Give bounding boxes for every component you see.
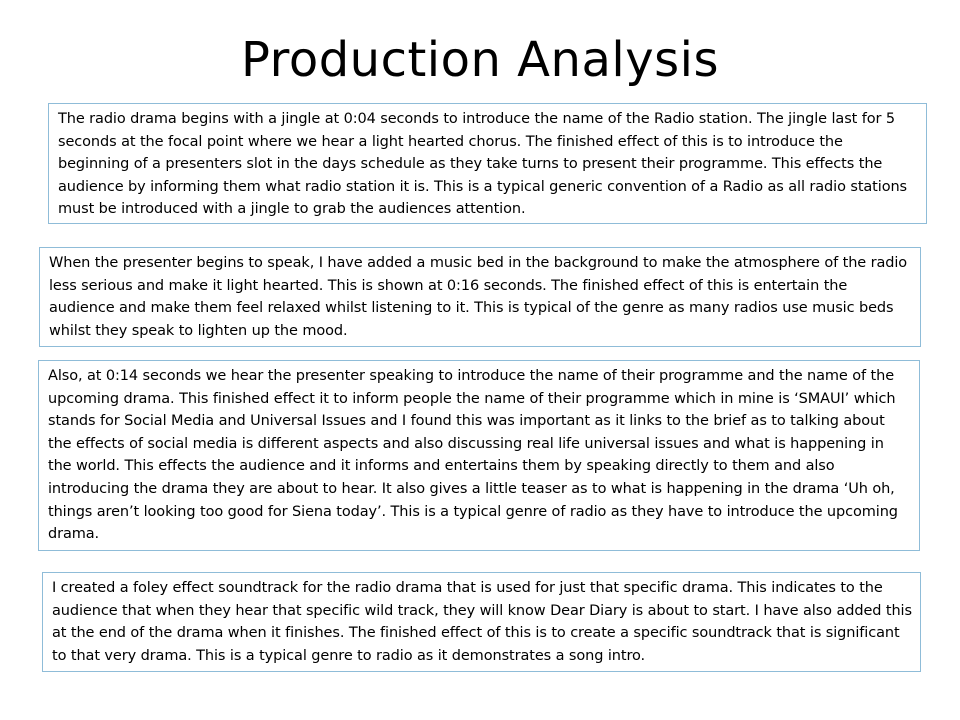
paragraph-box-jingle [48, 103, 927, 224]
paragraph-box-foley-soundtrack [42, 572, 921, 672]
paragraph-text: When the presenter begins to speak, I have added a music bed in the background to make the atmosphere of the radio less serious and make it light hearted. This is shown at 0:16 seconds. The finished effect of this is entertain the audience and make them feel relaxed whilst listening to it. This is typical of the genre as many radios use music beds whilst they speak to lighten up the mood. [49, 255, 908, 339]
slide-title: Production Analysis [241, 32, 719, 88]
paragraph-text: Also, at 0:14 seconds we hear the presenter speaking to introduce the name of their programme and the name of the upcoming drama. This finished effect it to inform people the name of their programme which in mine is ‘SMAUI’ which stands for Social Media and Universal Issues and I found this was important as it links to the brief as to talking about the effects of social media is different aspects and also discussing real life universal issues and what is happening in the world. This effects the audience and it informs and entertains them by speaking directly to them and also introducing the drama they are about to hear. It also gives a little teaser as to what is happening in the drama ‘Uh oh, things aren’t looking too good for Siena today’. This is a typical genre of radio as they have to introduce the upcoming drama. [48, 368, 898, 543]
paragraph-box-music-bed [39, 247, 921, 347]
paragraph-text: I created a foley effect soundtrack for the radio drama that is used for just that specific drama. This indicates to the audience that when they hear that specific wild track, they will know Dear Diary is about to start. I have also added this at the end of the drama when it finishes. The finished effect of this is to create a specific soundtrack that is significant to that very drama. This is a typical genre to radio as it demonstrates a song intro. [52, 580, 912, 664]
paragraph-text: The radio drama begins with a jingle at 0:04 seconds to introduce the name of the Radio station. The jingle last for 5 seconds at the focal point where we hear a light hearted chorus. The finished effect of this is to introduce the beginning of a presenters slot in the days schedule as they take turns to present their programme. This effects the audience by informing them what radio station it is. This is a typical generic convention of a Radio as all radio stations must be introduced with a jingle to grab the audiences attention. [58, 111, 908, 218]
paragraph-box-presenter-intro [38, 360, 920, 551]
